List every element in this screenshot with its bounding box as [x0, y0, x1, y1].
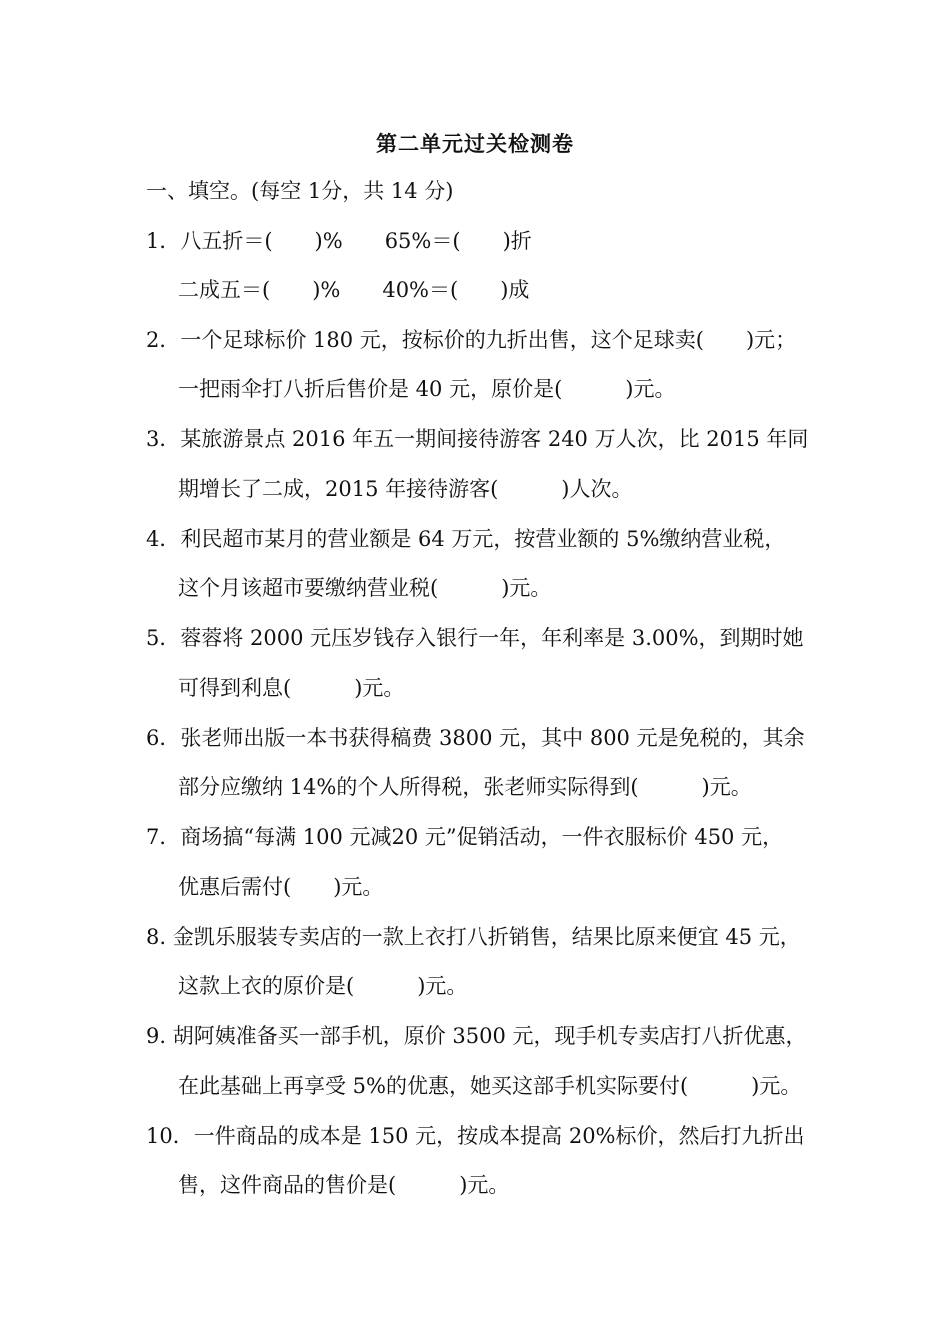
question-5-line-2: 可得到利息( )元。: [178, 676, 405, 700]
page-title: 第二单元过关检测卷: [376, 131, 574, 156]
question-8-line-2: 这款上衣的原价是( )元。: [178, 974, 468, 998]
question-6-line-1: 6．张老师出版一本书获得稿费 3800 元，其中 800 元是免税的，其余: [146, 726, 805, 750]
question-1-line-2: 二成五＝( )% 40%＝( )成: [178, 278, 530, 302]
question-8-line-1: 8. 金凯乐服装专卖店的一款上衣打八折销售，结果比原来便宜 45 元，: [146, 925, 801, 949]
question-7-line-2: 优惠后需付( )元。: [178, 875, 384, 899]
question-2-line-2: 一把雨伞打八折后售价是 40 元，原价是( )元。: [178, 377, 676, 401]
question-3-line-1: 3．某旅游景点 2016 年五一期间接待游客 240 万人次，比 2015 年同: [146, 427, 809, 451]
question-9-line-1: 9. 胡阿姨准备买一部手机，原价 3500 元，现手机专卖店打八折优惠，: [146, 1024, 807, 1048]
question-3-line-2: 期增长了二成，2015 年接待游客( )人次。: [178, 477, 633, 501]
question-10-line-1: 10．一件商品的成本是 150 元，按成本提高 20%标价，然后打九折出: [146, 1124, 805, 1148]
question-1-line-1: 1．八五折＝( )% 65%＝( )折: [146, 229, 532, 253]
question-9-line-2: 在此基础上再享受 5%的优惠，她买这部手机实际要付( )元。: [178, 1074, 802, 1098]
question-2-line-1: 2．一个足球标价 180 元，按标价的九折出售，这个足球卖( )元；: [146, 328, 797, 352]
question-5-line-1: 5．蓉蓉将 2000 元压岁钱存入银行一年，年利率是 3.00%，到期时她: [146, 626, 804, 650]
question-4-line-2: 这个月该超市要缴纳营业税( )元。: [178, 576, 552, 600]
question-7-line-1: 7．商场搞“每满 100 元减20 元”促销活动，一件衣服标价 450 元，: [146, 825, 784, 849]
question-4-line-1: 4．利民超市某月的营业额是 64 万元，按营业额的 5%缴纳营业税，: [146, 527, 786, 551]
question-6-line-2: 部分应缴纳 14%的个人所得税，张老师实际得到( )元。: [178, 775, 752, 799]
question-10-line-2: 售，这件商品的售价是( )元。: [178, 1173, 510, 1197]
section-heading: 一、填空。(每空 1分，共 14 分): [146, 179, 454, 203]
